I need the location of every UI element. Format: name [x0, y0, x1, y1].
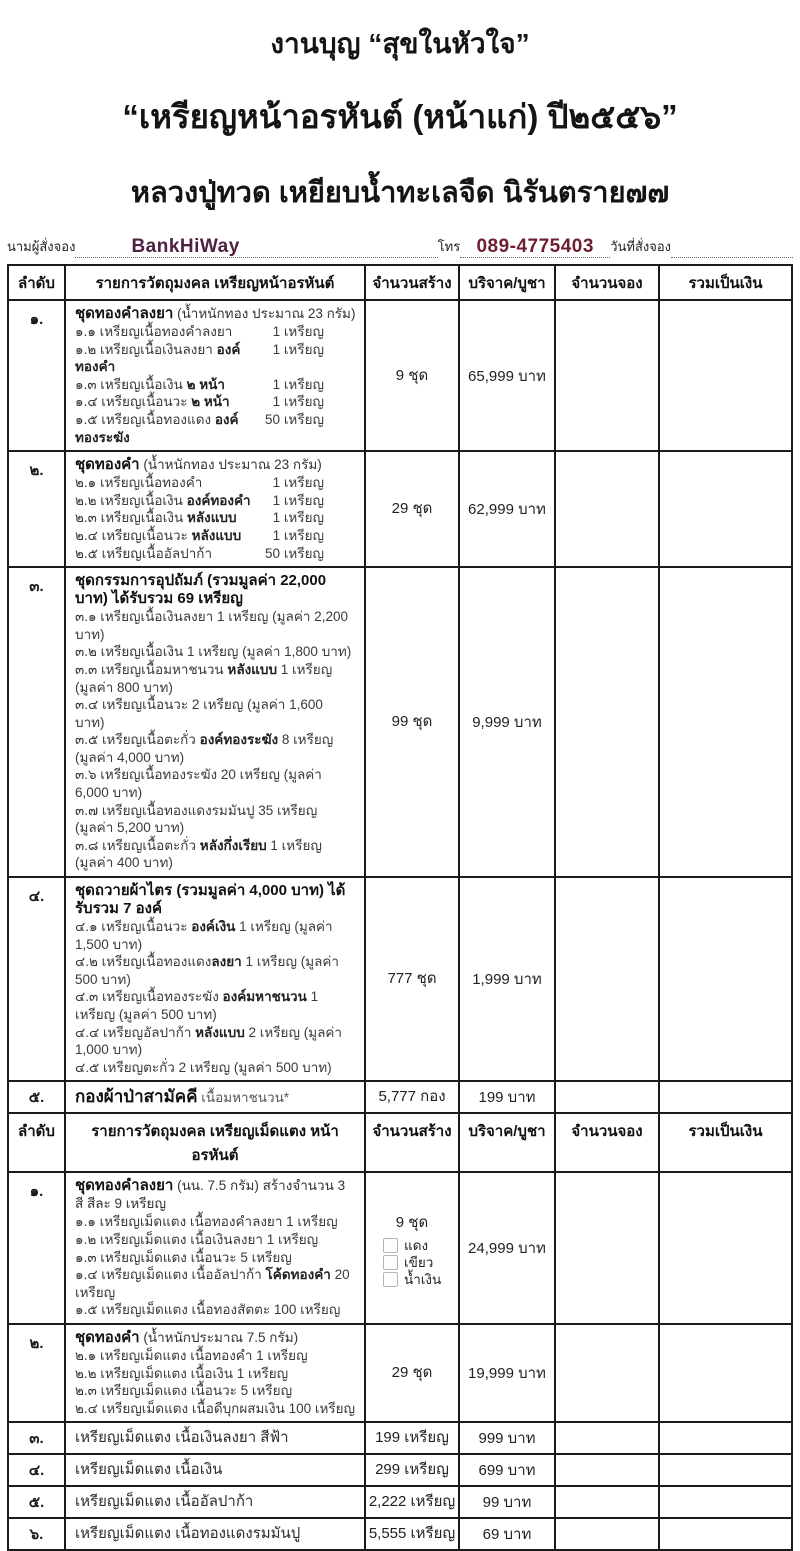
table1-row2-made-qty: 29 ชุด: [364, 450, 458, 566]
orderer-name-label: นามผู้สั่งจอง: [7, 239, 76, 254]
table1-row1-made-qty: 9 ชุด: [364, 299, 458, 450]
table1-row5-description: [64, 1080, 364, 1112]
item-line: ๔.๔ เหรียญอัลปาก้า หลังแบบ 2 เหรียญ (มูลค่า 1,000 บาท): [75, 1024, 342, 1058]
item-line: ๓.๕ เหรียญเนื้อตะกั่ว องค์ทองระฆัง 8 เหรียญ (มูลค่า 4,000 บาท): [75, 732, 334, 765]
table2-row3-total-amount-cell[interactable]: [658, 1421, 791, 1453]
table1-row3-booked-qty-cell[interactable]: [554, 566, 658, 876]
table2-row4-made-qty: 299 เหรียญ: [364, 1453, 458, 1485]
column-header-item-list: รายการวัตถุมงคล เหรียญหน้าอรหันต์: [64, 266, 364, 299]
item-line: ๓.๒ เหรียญเนื้อเงิน 1 เหรียญ (มูลค่า 1,800 บาท): [75, 644, 352, 660]
monk-title: หลวงปู่ทวด เหยียบน้ำทะเลจืด นิรันตราย๗๗: [130, 177, 670, 209]
column-header-no: ลำดับ: [18, 275, 55, 292]
column-header-price: บริจาค/บูชา: [458, 266, 554, 299]
color-option-row: [383, 1255, 441, 1270]
table1-row2-number: ๒.: [9, 450, 64, 566]
item-line: ๓.๑ เหรียญเนื้อเงินลงยา 1 เหรียญ (มูลค่า 2,200 บาท): [75, 609, 348, 642]
item-line: ๑.๓ เหรียญเนื้อเงิน ๒ หน้า 1 เหรียญ: [75, 376, 324, 392]
table2-row2-total-amount-cell[interactable]: [658, 1323, 791, 1421]
table1-row2-set-title: ชุดทองคำ (น้ำหนักทอง ประมาณ 23 กรัม): [75, 456, 322, 474]
event-title: งานบุญ “สุขในหัวใจ”: [270, 28, 530, 59]
item-line: ๑.๔ เหรียญเนื้อนวะ ๒ หน้า 1 เหรียญ: [75, 394, 324, 410]
phone-value: 089-4775403: [476, 236, 594, 257]
phone-field[interactable]: [460, 235, 610, 258]
orderer-name-field[interactable]: [75, 235, 437, 258]
table2-row4-price: 699 บาท: [458, 1453, 554, 1485]
table2-row6-booked-qty-cell[interactable]: [554, 1517, 658, 1549]
column-header-price: บริจาค/บูชา: [458, 1114, 554, 1171]
table1-row2-booked-qty-cell[interactable]: [554, 450, 658, 566]
table2-row3-description: [64, 1421, 364, 1453]
table1-row3-description: [64, 566, 364, 876]
coin-title: “เหรียญหน้าอรหันต์ (หน้าแก่) ปี๒๕๕๖”: [122, 98, 678, 135]
table2-row3-made-qty: 199 เหรียญ: [364, 1421, 458, 1453]
order-table-1: [7, 264, 793, 1114]
item-line: ๑.๒ เหรียญเนื้อเงินลงยา องค์ทองคำ 1 เหรียญ: [75, 341, 324, 375]
color-checkbox-label: แดง: [404, 1237, 429, 1253]
color-checkbox[interactable]: [383, 1255, 398, 1270]
item-line: ๒.๓ เหรียญเนื้อเงิน หลังแบบ 1 เหรียญ: [75, 510, 324, 526]
table1-row2-description: [64, 450, 364, 566]
item-line: ๒.๑ เหรียญเม็ดแตง เนื้อทองคำ 1 เหรียญ: [75, 1347, 308, 1363]
item-line: ๑.๓ เหรียญเม็ดแตง เนื้อนวะ 5 เหรียญ: [75, 1249, 292, 1265]
item-line: ๑.๕ เหรียญเนื้อทองแดง องค์ทองระฆัง 50 เหรียญ: [75, 411, 324, 445]
table1-row4-description: [64, 876, 364, 1080]
table2-row2-made-qty: 29 ชุด: [364, 1323, 458, 1421]
table2-row6-number: ๖.: [9, 1517, 64, 1549]
column-header-item-list: รายการวัตถุมงคล เหรียญเม็ดแตง หน้าอรหันต์: [64, 1114, 364, 1171]
item-line: ๒.๒ เหรียญเนื้อเงิน องค์ทองคำ 1 เหรียญ: [75, 492, 324, 508]
item-line: ๒.๔ เหรียญเนื้อนวะ หลังแบบ 1 เหรียญ: [75, 527, 324, 543]
order-date-label: วันที่สั่งจอง: [610, 239, 671, 254]
table1-row3-made-qty: 99 ชุด: [364, 566, 458, 876]
table1-row5-total-amount-cell[interactable]: [658, 1080, 791, 1112]
order-tables: [7, 264, 793, 1551]
table2-row6-made-qty: 5,555 เหรียญ: [364, 1517, 458, 1549]
table2-row2-description: [64, 1323, 364, 1421]
item-line: ๓.๘ เหรียญเนื้อตะกั่ว หลังกึ่งเรียบ 1 เหรียญ (มูลค่า 400 บาท): [75, 837, 322, 871]
table1-row5-made-qty: 5,777 กอง: [364, 1080, 458, 1112]
table1-row4-made-qty: 777 ชุด: [364, 876, 458, 1080]
table2-row1-set-title: ชุดทองคำลงยา (นน. 7.5 กรัม) สร้างจำนวน 3 สี สีละ 9 เหรียญ: [75, 1177, 346, 1212]
table2-row1-number: ๑.: [9, 1171, 64, 1323]
table2-row4-booked-qty-cell[interactable]: [554, 1453, 658, 1485]
table1-row5-number: ๕.: [9, 1080, 64, 1112]
table1-row3-set-title: ชุดกรรมการอุปถัมภ์ (รวมมูลค่า 22,000 บาท) ได้รับรวม 69 เหรียญ: [75, 572, 327, 608]
column-header-made-qty: จำนวนสร้าง: [364, 266, 458, 299]
column-header-total-amount: รวมเป็นเงิน: [658, 1114, 791, 1171]
table2-row5-item-title: เหรียญเม็ดแตง เนื้ออัลปาก้า: [75, 1493, 254, 1511]
table1-row2-total-amount-cell[interactable]: [658, 450, 791, 566]
table1-row4-total-amount-cell[interactable]: [658, 876, 791, 1080]
item-line: ๒.๕ เหรียญเนื้ออัลปาก้า 50 เหรียญ: [75, 545, 324, 561]
table1-row5-booked-qty-cell[interactable]: [554, 1080, 658, 1112]
color-checkbox-label: เขียว: [404, 1254, 434, 1270]
item-line: ๔.๕ เหรียญตะกั่ว 2 เหรียญ (มูลค่า 500 บาท): [75, 1059, 332, 1075]
table2-row4-total-amount-cell[interactable]: [658, 1453, 791, 1485]
table2-row6-total-amount-cell[interactable]: [658, 1517, 791, 1549]
table1-row3-total-amount-cell[interactable]: [658, 566, 791, 876]
color-checkbox[interactable]: [383, 1272, 398, 1287]
orderer-name-value: BankHiWay: [131, 236, 240, 257]
column-header-booked-qty: จำนวนจอง: [554, 1114, 658, 1171]
item-line: ๑.๔ เหรียญเม็ดแตง เนื้ออัลปาก้า โค้ดทองคำ 20 เหรียญ: [75, 1267, 350, 1300]
order-date-field[interactable]: [671, 235, 793, 258]
table1-row3-price: 9,999 บาท: [458, 566, 554, 876]
document-header: [7, 22, 793, 215]
column-header-total-amount: รวมเป็นเงิน: [658, 266, 791, 299]
table2-row5-price: 99 บาท: [458, 1485, 554, 1517]
item-line: ๔.๒ เหรียญเนื้อทองแดงลงยา 1 เหรียญ (มูลค่า 500 บาท): [75, 954, 339, 987]
table2-row1-description: [64, 1171, 364, 1323]
item-line: ๑.๒ เหรียญเม็ดแตง เนื้อเงินลงยา 1 เหรียญ: [75, 1231, 319, 1247]
table1-row1-number: ๑.: [9, 299, 64, 450]
color-option-row: [383, 1238, 441, 1253]
table1-row1-description: [64, 299, 364, 450]
table2-row6-price: 69 บาท: [458, 1517, 554, 1549]
item-line: ๒.๑ เหรียญเนื้อทองคำ 1 เหรียญ: [75, 475, 324, 491]
table1-row5-item-title: กองผ้าป่าสามัคคี เนื้อมหาชนวน*: [75, 1086, 290, 1106]
table2-row2-booked-qty-cell[interactable]: [554, 1323, 658, 1421]
item-line: ๓.๓ เหรียญเนื้อมหาชนวน หลังแบบ 1 เหรียญ (มูลค่า 800 บาท): [75, 661, 333, 695]
column-header-booked-qty: จำนวนจอง: [554, 266, 658, 299]
item-line: ๔.๑ เหรียญเนื้อนวะ องค์เงิน 1 เหรียญ (มูลค่า 1,500 บาท): [75, 919, 333, 952]
column-header-made-qty: จำนวนสร้าง: [364, 1114, 458, 1171]
table1-row4-set-title: ชุดถวายผ้าไตร (รวมมูลค่า 4,000 บาท) ได้รับรวม 7 องค์: [75, 882, 346, 918]
table1-row1-set-title: ชุดทองคำลงยา (น้ำหนักทอง ประมาณ 23 กรัม): [75, 305, 356, 322]
item-line: ๑.๕ เหรียญเม็ดแตง เนื้อทองสัตตะ 100 เหรียญ: [75, 1302, 341, 1318]
orderer-info-line: [7, 235, 793, 258]
table2-row1-total-amount-cell[interactable]: [658, 1171, 791, 1323]
table1-row5-price: 199 บาท: [458, 1080, 554, 1112]
color-checkbox-label: น้ำเงิน: [404, 1271, 442, 1287]
table2-row4-item-title: เหรียญเม็ดแตง เนื้อเงิน: [75, 1461, 223, 1479]
table2-row6-item-title: เหรียญเม็ดแตง เนื้อทองแดงรมมันปู: [75, 1525, 301, 1543]
table2-row1-made-qty: 9 ชุด แดง เขียว น้ำเงิน: [364, 1171, 458, 1323]
table2-row6-description: [64, 1517, 364, 1549]
table1-row2-price: 62,999 บาท: [458, 450, 554, 566]
order-form-page: [7, 0, 793, 1551]
table2-row3-item-title: เหรียญเม็ดแตง เนื้อเงินลงยา สีฟ้า: [75, 1429, 289, 1447]
item-line: ๑.๑ เหรียญเนื้อทองคำลงยา 1 เหรียญ: [75, 324, 324, 339]
phone-label: โทร: [437, 239, 461, 254]
table2-row3-number: ๓.: [9, 1421, 64, 1453]
table2-row3-booked-qty-cell[interactable]: [554, 1421, 658, 1453]
table2-row5-total-amount-cell[interactable]: [658, 1485, 791, 1517]
table2-row4-number: ๔.: [9, 1453, 64, 1485]
table2-row5-booked-qty-cell[interactable]: [554, 1485, 658, 1517]
item-line: ๓.๗ เหรียญเนื้อทองแดงรมมันปู 35 เหรียญ (มูลค่า 5,200 บาท): [75, 802, 318, 836]
table1-row1-booked-qty-cell[interactable]: [554, 299, 658, 450]
table1-row4-price: 1,999 บาท: [458, 876, 554, 1080]
table1-row1-total-amount-cell[interactable]: [658, 299, 791, 450]
table2-row4-description: [64, 1453, 364, 1485]
order-table-2: [7, 1114, 793, 1551]
table2-row1-price: 24,999 บาท: [458, 1171, 554, 1323]
item-line: ๒.๒ เหรียญเม็ดแตง เนื้อเงิน 1 เหรียญ: [75, 1365, 289, 1381]
item-line: ๒.๓ เหรียญเม็ดแตง เนื้อนวะ 5 เหรียญ: [75, 1383, 293, 1399]
table2-row2-set-title: ชุดทองคำ (น้ำหนักประมาณ 7.5 กรัม): [75, 1328, 299, 1346]
table1-row4-number: ๔.: [9, 876, 64, 1080]
table1-row3-number: ๓.: [9, 566, 64, 876]
table2-row1-booked-qty-cell[interactable]: [554, 1171, 658, 1323]
color-checkbox[interactable]: [383, 1238, 398, 1253]
table2-row5-description: [64, 1485, 364, 1517]
table1-row1-price: 65,999 บาท: [458, 299, 554, 450]
table2-row3-price: 999 บาท: [458, 1421, 554, 1453]
item-line: ๒.๔ เหรียญเม็ดแตง เนื้อดีบุกผสมเงิน 100 เหรียญ: [75, 1400, 356, 1416]
item-line: ๔.๓ เหรียญเนื้อทองระฆัง องค์มหาชนวน 1 เหรียญ (มูลค่า 500 บาท): [75, 989, 319, 1022]
table1-row4-booked-qty-cell[interactable]: [554, 876, 658, 1080]
item-line: ๓.๖ เหรียญเนื้อทองระฆัง 20 เหรียญ (มูลค่า 6,000 บาท): [75, 767, 322, 801]
item-line: ๓.๔ เหรียญเนื้อนวะ 2 เหรียญ (มูลค่า 1,600 บาท): [75, 697, 323, 730]
table2-row2-number: ๒.: [9, 1323, 64, 1421]
color-option-row: [383, 1272, 441, 1287]
column-header-no: ลำดับ: [18, 1123, 55, 1141]
item-line: ๑.๑ เหรียญเม็ดแตง เนื้อทองคำลงยา 1 เหรียญ: [75, 1214, 338, 1230]
table2-row5-number: ๕.: [9, 1485, 64, 1517]
table2-row2-price: 19,999 บาท: [458, 1323, 554, 1421]
table2-row5-made-qty: 2,222 เหรียญ: [364, 1485, 458, 1517]
